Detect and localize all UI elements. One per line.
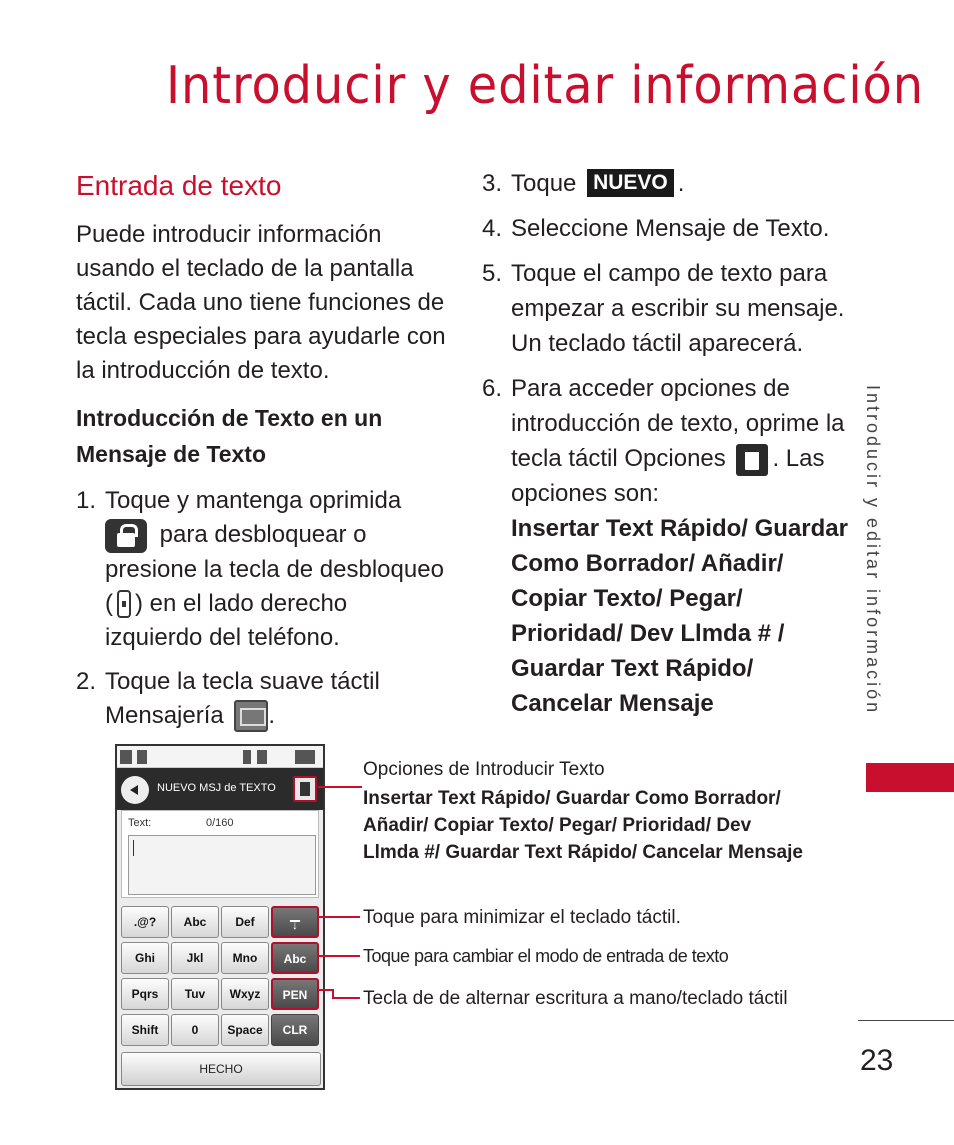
- option-line: Cancelar Mensaje: [511, 690, 714, 717]
- key-mno[interactable]: Mno: [221, 942, 269, 974]
- callout-pen: Tecla de de alternar escritura a mano/teclado táctil: [363, 988, 788, 1009]
- page-rule: [858, 1020, 954, 1021]
- option-line: Copiar Texto/ Pegar/: [511, 585, 743, 612]
- page-title: Introducir y editar información: [166, 56, 924, 116]
- minimize-keyboard-button[interactable]: [271, 906, 319, 938]
- nuevo-button-image: NUEVO: [587, 169, 674, 197]
- step-text: Toque el campo de texto para empezar a escribir su mensaje. Un teclado táctil aparecerá.: [511, 260, 845, 357]
- download-icon: ↓: [290, 910, 300, 922]
- page-number: 23: [860, 1044, 894, 1077]
- callout-options-line: Llmda #/ Guardar Text Rápido/ Cancelar Mensaje: [363, 842, 803, 863]
- section-marker: [866, 763, 954, 792]
- char-counter: 0/160: [206, 817, 234, 829]
- step-text: . Las opciones son:: [511, 445, 825, 507]
- key-def[interactable]: Def: [221, 906, 269, 938]
- status-bar: [117, 746, 323, 768]
- key-pqrs[interactable]: Pqrs: [121, 978, 169, 1010]
- step-text: Para acceder opciones de introducción de texto, oprime la tecla táctil Opciones: [511, 375, 845, 472]
- option-line: Insertar Text Rápido/ Guardar: [511, 515, 848, 542]
- section-heading: Entrada de texto: [76, 170, 282, 201]
- key-ghi[interactable]: Ghi: [121, 942, 169, 974]
- callout-options-title: Opciones de Introducir Texto: [363, 759, 605, 780]
- step-number: 2.: [76, 667, 97, 695]
- sub-heading: Introducción de Texto en un Mensaje de Texto: [76, 405, 383, 467]
- callout-options-line: Añadir/ Copiar Texto/ Pegar/ Prioridad/ Dev: [363, 815, 752, 836]
- network-icon: [137, 750, 147, 764]
- step-number: 4.: [482, 215, 503, 242]
- options-icon: [736, 444, 768, 476]
- callout-line-minimize: [318, 916, 360, 918]
- key-space[interactable]: Space: [221, 1014, 269, 1046]
- intro-paragraph: Puede introducir información usando el teclado de la pantalla táctil. Cada uno tiene funciones de tecla especiales para ayudarle con la introducción de texto.: [76, 221, 446, 384]
- callout-line-mode: [318, 955, 360, 957]
- step-2: [76, 665, 448, 733]
- step-bold-text: Mensaje de Texto: [635, 215, 823, 242]
- phone-screen: [115, 744, 325, 1090]
- left-column: [76, 166, 448, 743]
- side-key-icon: [117, 590, 131, 618]
- battery-icon: [295, 750, 315, 764]
- key-clear[interactable]: CLR: [271, 1014, 319, 1046]
- callout-line-options: [318, 786, 362, 788]
- alarm-icon: [257, 750, 267, 764]
- key-wxyz[interactable]: Wxyz: [221, 978, 269, 1010]
- message-header: [117, 768, 323, 810]
- step-3: [482, 166, 854, 201]
- step-5: [482, 256, 854, 361]
- side-tab-label: Introducir y editar información: [863, 385, 883, 716]
- text-label: Text:: [128, 817, 152, 829]
- step-text: ) en el lado derecho izquierdo del teléfono.: [105, 589, 348, 651]
- back-icon[interactable]: [121, 776, 149, 804]
- lock-icon: [105, 519, 147, 553]
- step-1: [76, 484, 448, 655]
- step-text: .: [822, 215, 830, 242]
- callout-line-pen-c: [332, 997, 360, 999]
- key-punct[interactable]: .@?: [121, 906, 169, 938]
- step-text: Seleccione: [511, 215, 629, 242]
- step-number: 5.: [482, 260, 503, 287]
- step-text: Toque: [511, 170, 577, 197]
- step-4: [482, 211, 854, 246]
- pen-toggle-button[interactable]: PEN: [271, 978, 319, 1010]
- text-area: [121, 810, 319, 898]
- message-input[interactable]: [128, 835, 316, 895]
- step-text: para desbloquear o presione la tecla de desbloqueo (: [105, 521, 444, 617]
- callout-options-line: Insertar Text Rápido/ Guardar Como Borrador/: [363, 788, 781, 809]
- options-button[interactable]: [293, 776, 317, 802]
- option-line: Prioridad/ Dev Llmda # /: [511, 620, 785, 647]
- key-jkl[interactable]: Jkl: [171, 942, 219, 974]
- option-line: Guardar Text Rápido/: [511, 655, 754, 682]
- step-text: Toque y mantenga oprimida: [105, 487, 402, 514]
- signal-icon: [120, 750, 132, 764]
- callout-minimize: Toque para minimizar el teclado táctil.: [363, 907, 681, 928]
- step-text: .: [268, 701, 276, 729]
- side-section-tab: [862, 385, 902, 750]
- key-shift[interactable]: Shift: [121, 1014, 169, 1046]
- step-6: [482, 371, 854, 511]
- step-number: 6.: [482, 375, 503, 402]
- right-column: [482, 166, 854, 721]
- step-text: .: [677, 170, 685, 197]
- done-button[interactable]: HECHO: [121, 1052, 321, 1086]
- step-number: 3.: [482, 170, 503, 197]
- callout-mode: Toque para cambiar el modo de entrada de texto: [363, 946, 729, 966]
- bluetooth-icon: [243, 750, 251, 764]
- key-zero[interactable]: 0: [171, 1014, 219, 1046]
- input-mode-button[interactable]: Abc: [271, 942, 319, 974]
- key-tuv[interactable]: Tuv: [171, 978, 219, 1010]
- step-text: Toque la tecla suave táctil Mensajería: [105, 667, 380, 729]
- envelope-icon: [234, 700, 268, 732]
- step-number: 1.: [76, 487, 97, 514]
- key-abc[interactable]: Abc: [171, 906, 219, 938]
- header-title: NUEVO MSJ de TEXTO: [157, 782, 276, 794]
- options-list: [511, 511, 854, 721]
- option-line: Como Borrador/ Añadir/: [511, 550, 784, 577]
